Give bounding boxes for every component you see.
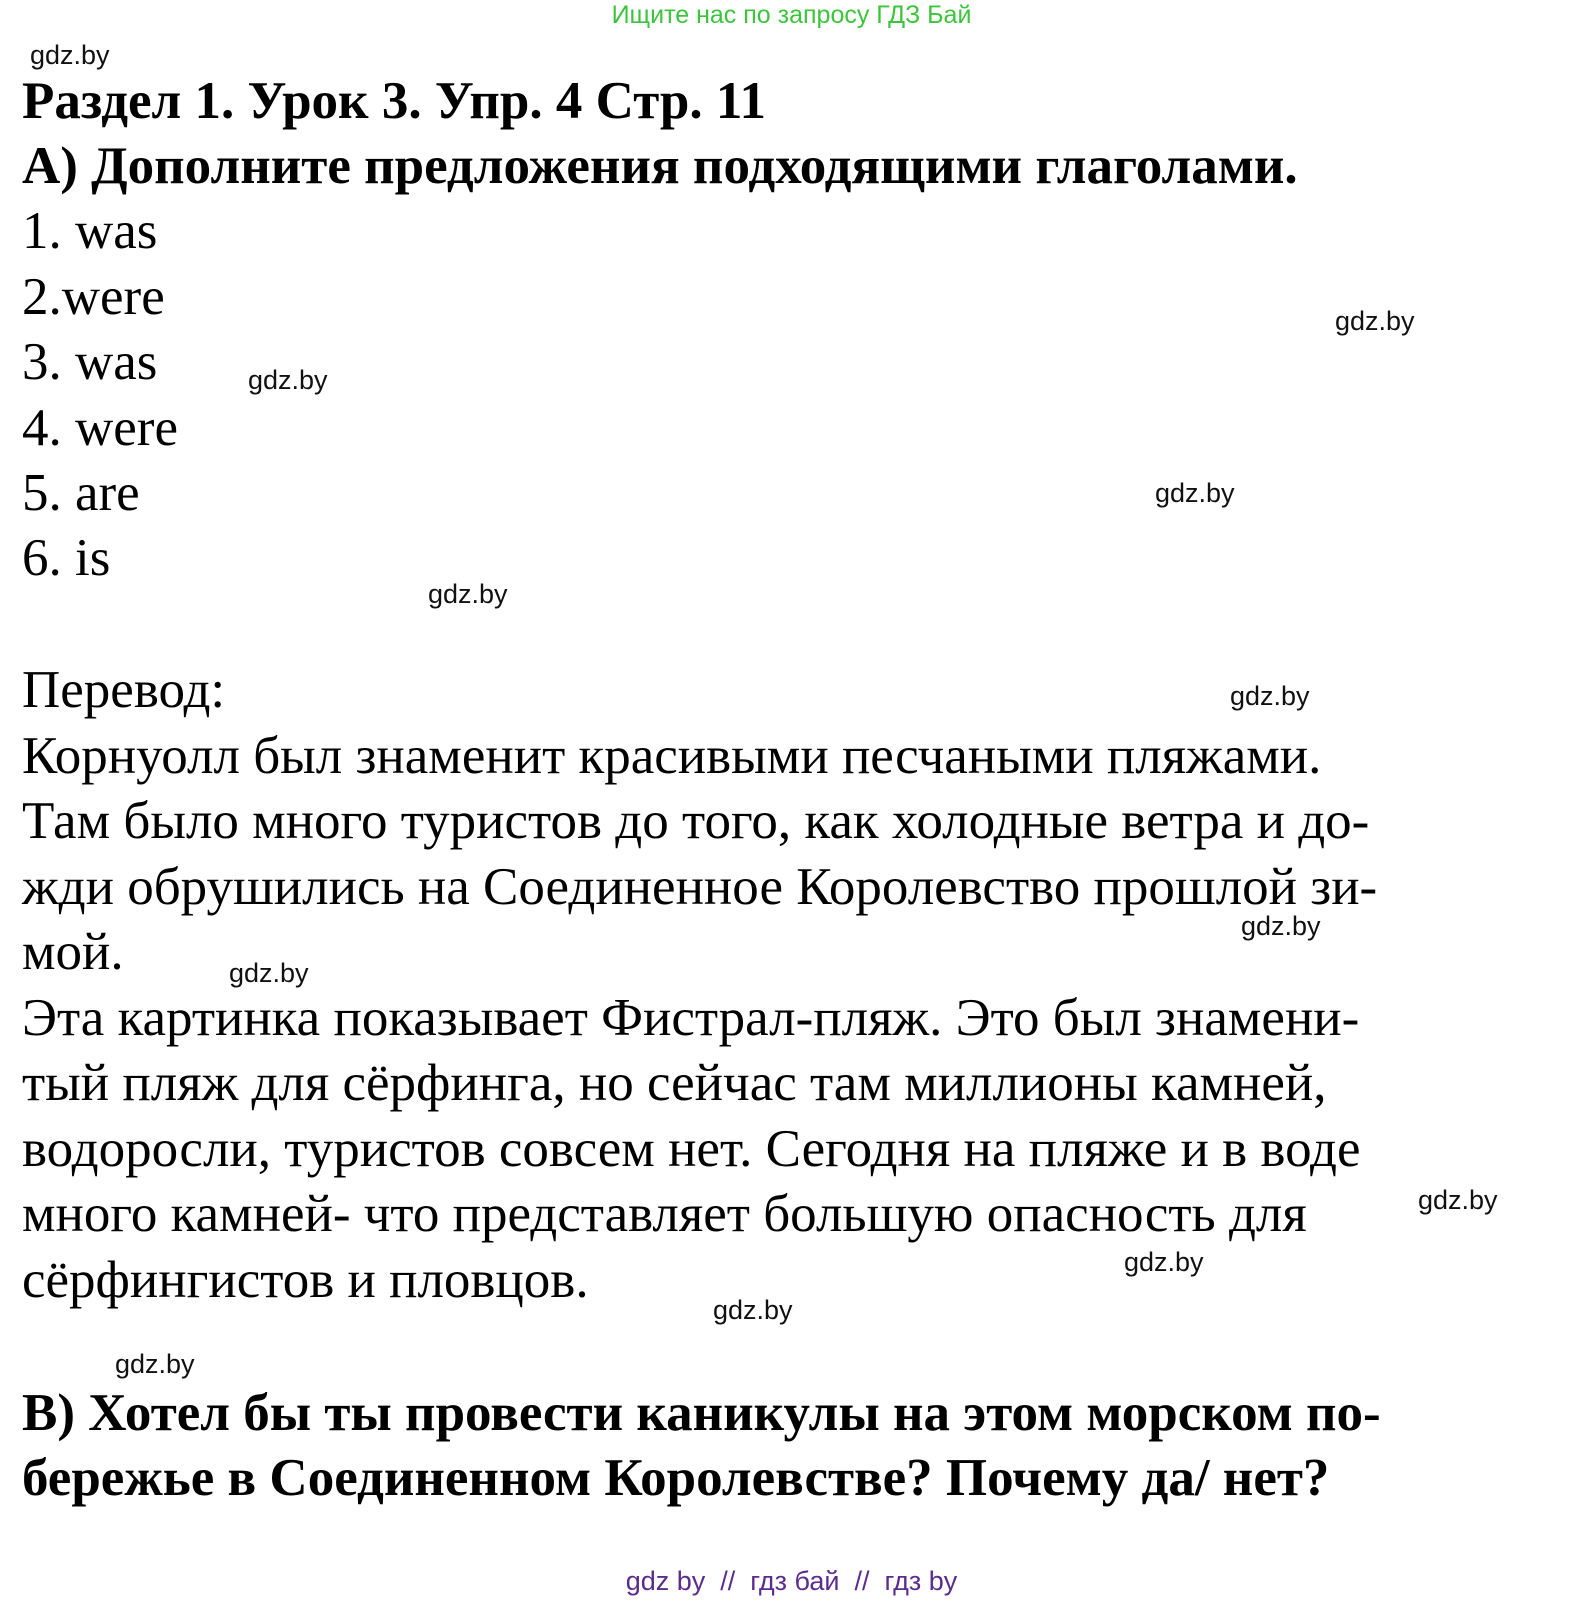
watermark: gdz.by	[1155, 478, 1235, 508]
translation-label: Перевод:	[22, 661, 226, 719]
watermark: gdz.by	[1418, 1185, 1498, 1215]
translation-line: сёрфингистов и пловцов.	[22, 1251, 589, 1309]
task-a-heading: А) Дополните предложения подходящими глаголами.	[22, 137, 1298, 195]
answer-item: 2.were	[22, 268, 165, 326]
answer-item: 3. was	[22, 333, 158, 391]
watermark: gdz.by	[115, 1349, 195, 1379]
answer-item: 5. are	[22, 464, 140, 522]
watermark: gdz.by	[428, 579, 508, 609]
translation-line: Там было много туристов до того, как холодные ветра и до-	[22, 792, 1370, 850]
answer-item: 4. were	[22, 399, 178, 457]
translation-line: жди обрушились на Соединенное Королевство прошлой зи-	[22, 858, 1378, 916]
answer-item: 6. is	[22, 529, 111, 587]
translation-line: мой.	[22, 923, 124, 981]
watermark: gdz.by	[1335, 306, 1415, 336]
watermark: gdz.by	[30, 40, 110, 70]
translation-line: много камней- что представляет большую опасность для	[22, 1185, 1307, 1243]
watermark: gdz.by	[1241, 911, 1321, 941]
watermark: gdz.by	[1124, 1247, 1204, 1277]
top-banner: Ищите нас по запросу ГДЗ Бай	[611, 1, 972, 29]
footer-links: gdz by // гдз бай // гдз by	[625, 1566, 958, 1596]
answer-item: 1. was	[22, 202, 158, 260]
translation-line: Корнуолл был знаменит красивыми песчаными пляжами.	[22, 727, 1322, 785]
watermark: gdz.by	[1230, 681, 1310, 711]
task-b-heading: бережье в Соединенном Королевстве? Почему да/ нет?	[22, 1449, 1330, 1507]
task-b-heading: B) Хотел бы ты провести каникулы на этом морском по-	[22, 1384, 1381, 1442]
translation-line: водоросли, туристов совсем нет. Сегодня на пляже и в воде	[22, 1120, 1361, 1178]
watermark: gdz.by	[229, 958, 309, 988]
translation-line: Эта картинка показывает Фистрал-пляж. Это был знамени-	[22, 989, 1360, 1047]
watermark: gdz.by	[713, 1295, 793, 1325]
translation-line: тый пляж для сёрфинга, но сейчас там миллионы камней,	[22, 1054, 1327, 1112]
page-title: Раздел 1. Урок 3. Упр. 4 Стр. 11	[22, 72, 766, 130]
watermark: gdz.by	[248, 365, 328, 395]
